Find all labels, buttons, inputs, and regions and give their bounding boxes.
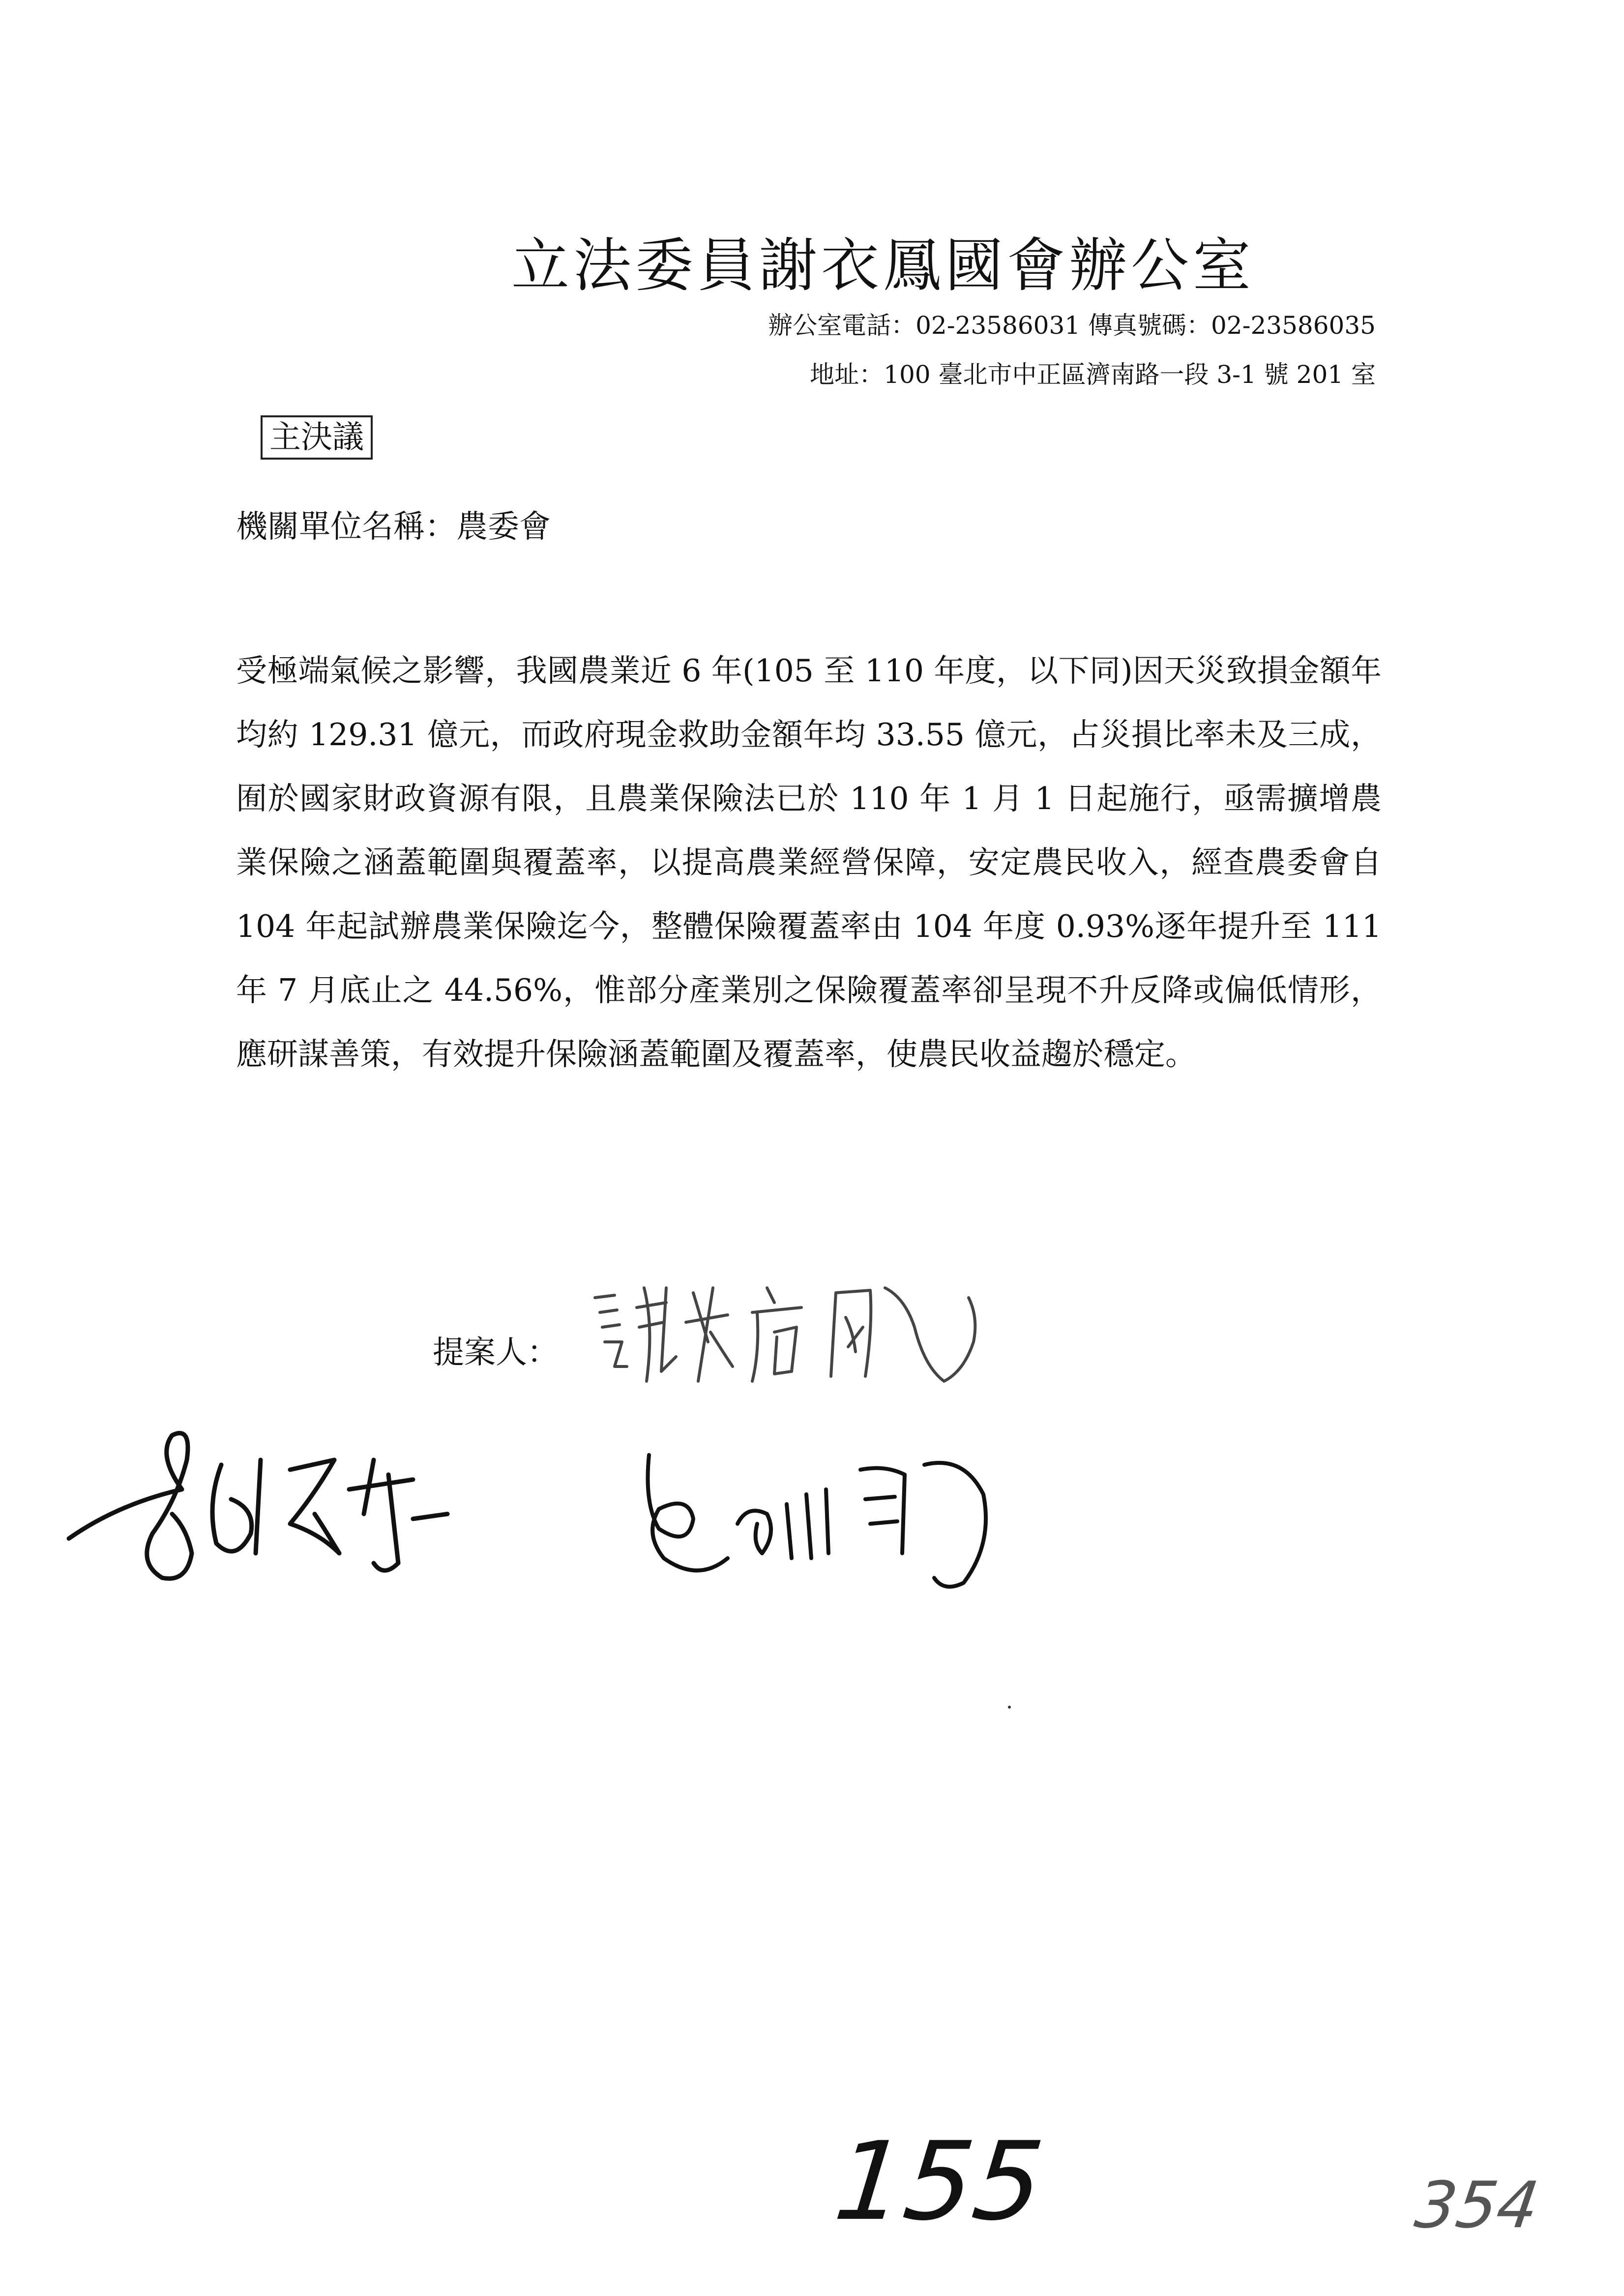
- contact-phone-line: 辦公室電話：02-23586031 傳真號碼：02-23586035: [768, 311, 1376, 340]
- proposer-label: 提案人：: [433, 1335, 559, 1371]
- handwritten-signature: [629, 1435, 1023, 1593]
- handwritten-signature: [59, 1416, 502, 1593]
- resolution-body: [236, 639, 1382, 1086]
- resolution-type-badge: 主決議: [261, 415, 373, 460]
- handwritten-annotation-number: 354: [1411, 2168, 1543, 2242]
- stray-mark: [1008, 1706, 1011, 1709]
- handwritten-signature: [580, 1268, 1023, 1406]
- agency-name: 機關單位名稱：農委會: [236, 509, 551, 545]
- handwritten-page-number: 155: [829, 2119, 1049, 2244]
- office-title: 立法委員謝衣鳳國會辦公室: [511, 232, 1255, 299]
- resolution-paragraph: 受極端氣候之影響，我國農業近 6 年(105 至 110 年度，以下同)因天災致損金額年均約 129.31 億元，而政府現金救助金額年均 33.55 億元，占災損比率未及三成，囿於國家財政資源有限，且農業保險法已於 110 年 1 月 1 日起施行，亟需擴增農業保險之涵蓋範圍與覆蓋率，以提高農業經營保障，安定農民收入，經查農委會自 104 年起試辦農業保險迄今，整體保險覆蓋率由 104 年度 0.93%逐年提升至 111 年 7 月底止之 44.56%，惟部分產業別之保險覆蓋率卻呈現不升反降或偏低情形，應研謀善策，有效提升保險涵蓋範圍及覆蓋率，使農民收益趨於穩定。: [236, 653, 1382, 1072]
- contact-address-line: 地址：100 臺北市中正區濟南路一段 3-1 號 201 室: [810, 360, 1376, 389]
